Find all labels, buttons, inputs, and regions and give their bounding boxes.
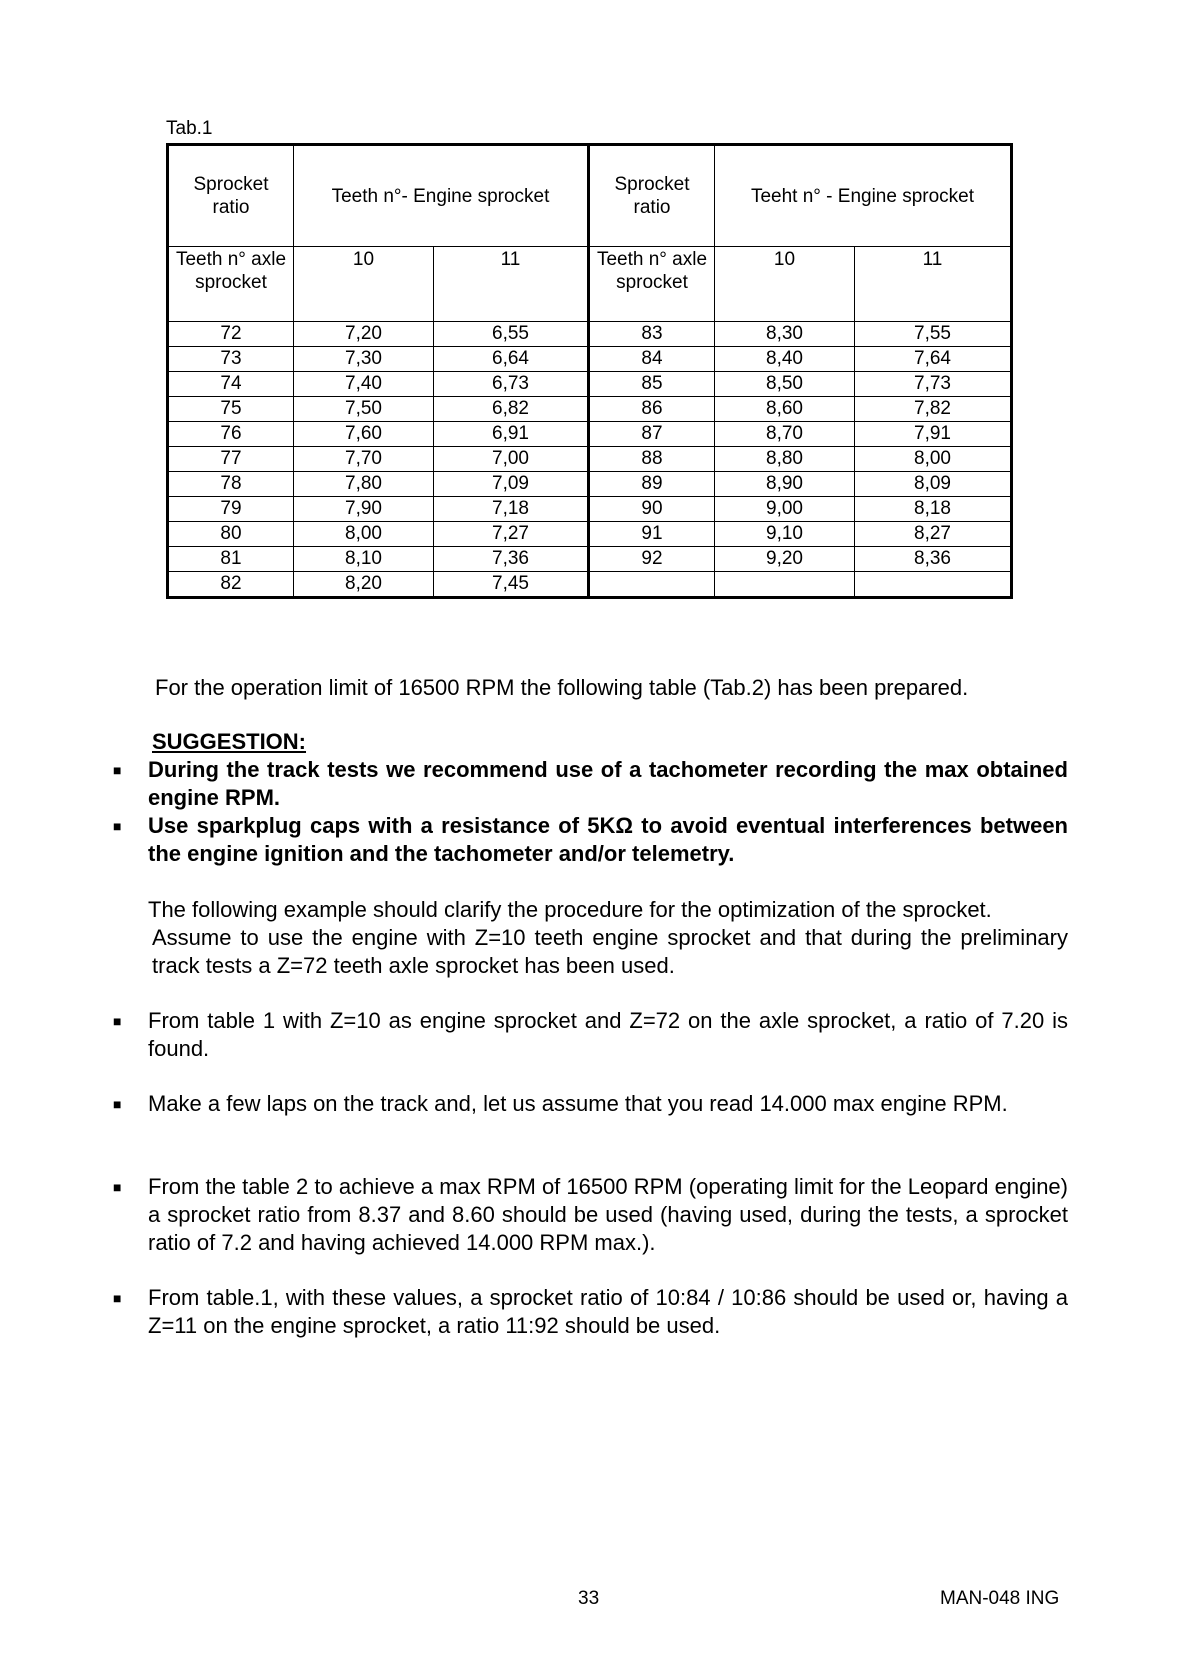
table-cell: 9,10	[715, 522, 855, 547]
header-engine-sprocket-left: Teeth n°- Engine sprocket	[294, 145, 589, 247]
table-row	[168, 322, 1012, 347]
table-row	[168, 472, 1012, 497]
table-cell: 7,30	[294, 347, 434, 372]
table-cell: 90	[589, 497, 715, 522]
table-cell: 8,50	[715, 372, 855, 397]
table-cell: 7,80	[294, 472, 434, 497]
square-bullet-icon: ■	[113, 1179, 122, 1195]
table-cell: 7,91	[855, 422, 1012, 447]
table-row	[168, 347, 1012, 372]
table-cell: 8,27	[855, 522, 1012, 547]
table-cell: 8,18	[855, 497, 1012, 522]
step-4-text: From table.1, with these values, a sprocket ratio of 10:84 / 10:86 should be used or, having a Z=11 on the engine sprocket, a ratio 11:92 should be used.	[148, 1285, 1068, 1338]
table-cell: 7,00	[434, 447, 589, 472]
table-cell	[589, 572, 715, 598]
step-2-text: Make a few laps on the track and, let us assume that you read 14.000 max engine RPM.	[148, 1091, 1008, 1116]
table-cell: 8,09	[855, 472, 1012, 497]
table-cell: 88	[589, 447, 715, 472]
table-cell: 6,82	[434, 397, 589, 422]
header-col-10-right: 10	[715, 247, 855, 322]
table-cell: 8,30	[715, 322, 855, 347]
table-caption: Tab.1	[166, 118, 213, 139]
table-cell: 75	[168, 397, 294, 422]
table-cell: 82	[168, 572, 294, 598]
table-cell: 8,70	[715, 422, 855, 447]
suggestion-title: SUGGESTION:	[152, 729, 307, 754]
table-cell: 6,55	[434, 322, 589, 347]
table-cell: 7,50	[294, 397, 434, 422]
page-number: 33	[578, 1588, 600, 1609]
table-cell: 7,64	[855, 347, 1012, 372]
table-cell: 92	[589, 547, 715, 572]
table-row	[168, 572, 1012, 598]
suggestion-item-1: During the track tests we recommend use of a tachometer recording the max obtained engine RPM.	[148, 757, 1068, 810]
table-cell: 9,00	[715, 497, 855, 522]
square-bullet-icon: ■	[113, 1096, 122, 1112]
table-row	[168, 372, 1012, 397]
table-cell: 8,90	[715, 472, 855, 497]
table-header-row	[168, 145, 1012, 247]
table-cell	[715, 572, 855, 598]
table-row	[168, 497, 1012, 522]
table-cell: 8,40	[715, 347, 855, 372]
sprocket-ratio-table	[166, 143, 1013, 599]
table-cell	[855, 572, 1012, 598]
square-bullet-icon: ■	[113, 1013, 122, 1029]
table-cell: 7,82	[855, 397, 1012, 422]
table-cell: 78	[168, 472, 294, 497]
header-sprocket-ratio-right: Sprocket ratio	[589, 145, 715, 247]
table-cell: 7,55	[855, 322, 1012, 347]
operation-limit-text: For the operation limit of 16500 RPM the following table (Tab.2) has been prepared.	[155, 675, 969, 700]
header-axle-sprocket-left: Teeth n° axle sprocket	[168, 247, 294, 322]
table-cell: 8,80	[715, 447, 855, 472]
table-cell: 7,90	[294, 497, 434, 522]
table-cell: 86	[589, 397, 715, 422]
table-cell: 7,40	[294, 372, 434, 397]
table-cell: 7,20	[294, 322, 434, 347]
table-cell: 7,18	[434, 497, 589, 522]
square-bullet-icon: ■	[113, 762, 122, 778]
table-cell: 6,73	[434, 372, 589, 397]
header-engine-sprocket-right: Teeht n° - Engine sprocket	[715, 145, 1012, 247]
table-cell: 8,60	[715, 397, 855, 422]
table-cell: 84	[589, 347, 715, 372]
table-cell: 6,64	[434, 347, 589, 372]
table-cell: 7,60	[294, 422, 434, 447]
table-cell: 8,10	[294, 547, 434, 572]
header-col-11-right: 11	[855, 247, 1012, 322]
table-cell: 72	[168, 322, 294, 347]
table-row	[168, 397, 1012, 422]
document-code: MAN-048 ING	[940, 1588, 1060, 1609]
table-cell: 7,09	[434, 472, 589, 497]
table-cell: 7,45	[434, 572, 589, 598]
suggestion-item-2: Use sparkplug caps with a resistance of 5KΩ to avoid eventual interferences between the engine ignition and the tachometer and/or telemetry.	[148, 813, 1068, 866]
table-cell: 9,20	[715, 547, 855, 572]
table-row	[168, 522, 1012, 547]
table-row	[168, 422, 1012, 447]
table-cell: 7,73	[855, 372, 1012, 397]
table-cell: 7,27	[434, 522, 589, 547]
table-cell: 81	[168, 547, 294, 572]
table-subheader-row	[168, 247, 1012, 322]
header-col-11-left: 11	[434, 247, 589, 322]
table-cell: 74	[168, 372, 294, 397]
table-cell: 87	[589, 422, 715, 447]
table-cell: 7,70	[294, 447, 434, 472]
header-axle-sprocket-right: Teeth n° axle sprocket	[589, 247, 715, 322]
table-cell: 8,36	[855, 547, 1012, 572]
table-cell: 83	[589, 322, 715, 347]
table-cell: 76	[168, 422, 294, 447]
table-row	[168, 447, 1012, 472]
square-bullet-icon: ■	[113, 1290, 122, 1306]
table-cell: 77	[168, 447, 294, 472]
table-cell: 7,36	[434, 547, 589, 572]
table-cell: 8,00	[294, 522, 434, 547]
table-cell: 8,00	[855, 447, 1012, 472]
header-sprocket-ratio-left: Sprocket ratio	[168, 145, 294, 247]
square-bullet-icon: ■	[113, 818, 122, 834]
header-col-10-left: 10	[294, 247, 434, 322]
table-row	[168, 547, 1012, 572]
table-cell: 73	[168, 347, 294, 372]
example-intro-line: The following example should clarify the procedure for the optimization of the sprocket.	[148, 897, 992, 922]
table-cell: 91	[589, 522, 715, 547]
table-cell: 8,20	[294, 572, 434, 598]
step-3-text: From the table 2 to achieve a max RPM of 16500 RPM (operating limit for the Leopard engine) a sprocket ratio from 8.37 and 8.60 should be used (having used, during the tests, a sprocket ratio of 7.2 and having achieved 14.000 RPM max.).	[148, 1174, 1068, 1255]
step-1-text: From table 1 with Z=10 as engine sprocket and Z=72 on the axle sprocket, a ratio of 7.20 is found.	[148, 1008, 1068, 1061]
table-cell: 89	[589, 472, 715, 497]
table-cell: 80	[168, 522, 294, 547]
table-cell: 85	[589, 372, 715, 397]
table-cell: 6,91	[434, 422, 589, 447]
table-cell: 79	[168, 497, 294, 522]
example-intro-paragraph: Assume to use the engine with Z=10 teeth engine sprocket and that during the preliminary track tests a Z=72 teeth axle sprocket has been used.	[152, 925, 1068, 978]
